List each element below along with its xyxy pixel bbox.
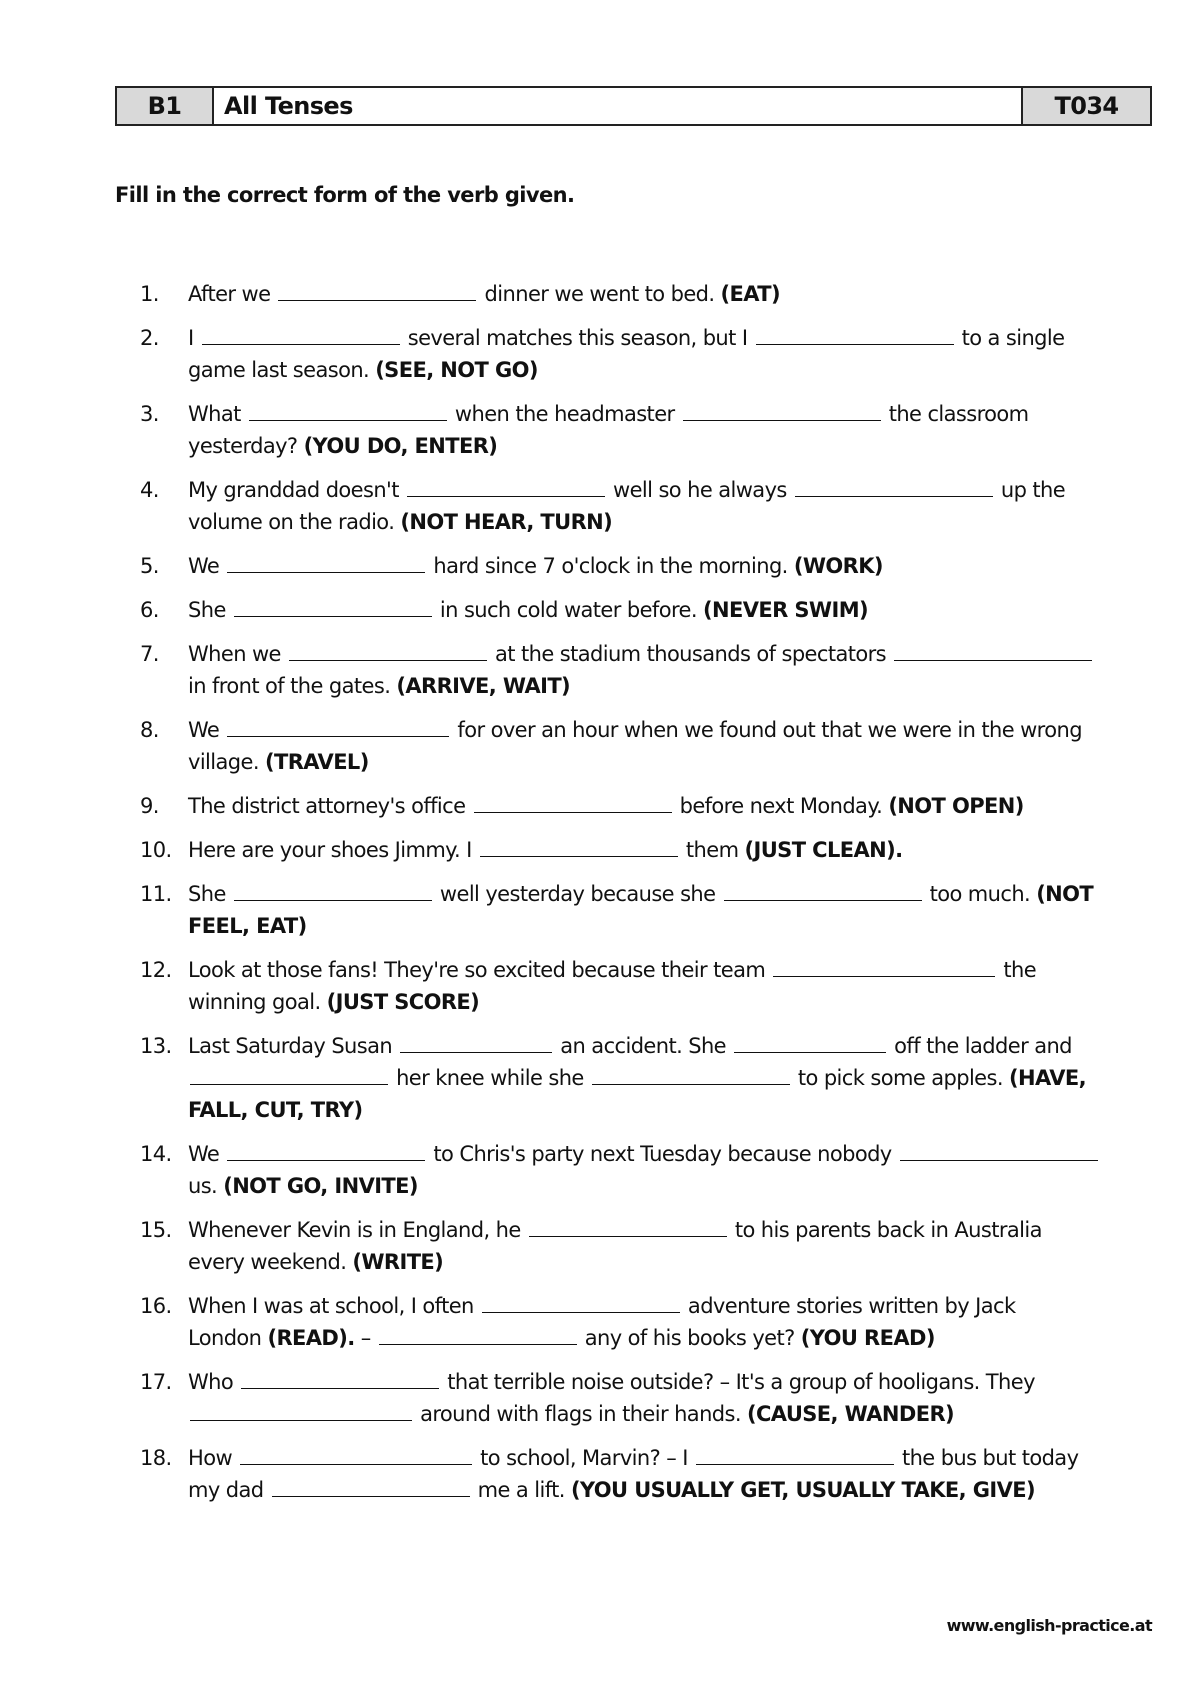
answer-blank[interactable]: [773, 954, 995, 977]
answer-blank[interactable]: [234, 594, 432, 617]
answer-blank[interactable]: [227, 550, 425, 573]
verb-hint: (JUST CLEAN).: [744, 838, 903, 862]
answer-blank[interactable]: [227, 714, 449, 737]
exercise-item: [140, 278, 1155, 310]
exercise-item: [140, 594, 1155, 626]
verb-hint: (NEVER SWIM): [703, 598, 868, 622]
verb-hint: (ARRIVE, WAIT): [396, 674, 571, 698]
verb-hint: (YOU READ): [800, 1326, 935, 1350]
answer-blank[interactable]: [900, 1138, 1098, 1161]
item-line: in front of the gates. (ARRIVE, WAIT): [188, 674, 571, 698]
item-line: [188, 1094, 1155, 1126]
exercise-item: [140, 322, 1155, 386]
item-line: After we dinner we went to bed. (EAT): [188, 278, 1155, 310]
exercise-item: [140, 1138, 1155, 1202]
answer-blank[interactable]: [683, 398, 881, 421]
item-text: [188, 594, 1155, 626]
item-number: 12.: [140, 958, 172, 982]
item-line: Look at those fans! They're so excited because their team the: [188, 954, 1155, 986]
verb-hint: (NOT HEAR, TURN): [400, 510, 613, 534]
item-line: every weekend. (WRITE): [188, 1250, 444, 1274]
item-line: volume on the radio. (NOT HEAR, TURN): [188, 510, 613, 534]
exercise-item: [140, 1366, 1155, 1430]
item-text: [188, 1442, 1155, 1506]
item-number: 17.: [140, 1370, 172, 1394]
item-line: her knee while she to pick some apples. (HAVE,: [188, 1062, 1155, 1094]
item-line: village. (TRAVEL): [188, 750, 369, 774]
verb-hint: (WRITE): [352, 1250, 444, 1274]
exercise-item: [140, 638, 1155, 702]
verb-hint: (NOT: [1036, 882, 1094, 906]
item-text: [188, 322, 1155, 386]
exercise-item: [140, 474, 1155, 538]
exercise-item: [140, 398, 1155, 462]
verb-hint: (TRAVEL): [265, 750, 369, 774]
footer-url: www.english-practice.at: [946, 1616, 1152, 1635]
item-line: We for over an hour when we found out that we were in the wrong: [188, 714, 1155, 746]
answer-blank[interactable]: [400, 1030, 552, 1053]
answer-blank[interactable]: [379, 1322, 577, 1345]
verb-hint: (SEE, NOT GO): [375, 358, 538, 382]
item-text: [188, 278, 1155, 310]
item-line: my dad me a lift. (YOU USUALLY GET, USUALLY TAKE, GIVE): [188, 1474, 1155, 1506]
exercise-item: [140, 878, 1155, 942]
exercise-item: [140, 1030, 1155, 1126]
exercise-item: [140, 550, 1155, 582]
answer-blank[interactable]: [190, 1398, 412, 1421]
item-line: What when the headmaster the classroom: [188, 398, 1155, 430]
answer-blank[interactable]: [240, 1442, 472, 1465]
item-number: 8.: [140, 718, 159, 742]
exercise-item: [140, 714, 1155, 778]
item-line: Whenever Kevin is in England, he to his parents back in Australia: [188, 1214, 1155, 1246]
item-number: 14.: [140, 1142, 172, 1166]
item-number: 4.: [140, 478, 159, 502]
answer-blank[interactable]: [529, 1214, 727, 1237]
item-text: [188, 1030, 1155, 1126]
verb-hint: (JUST SCORE): [326, 990, 480, 1014]
answer-blank[interactable]: [756, 322, 954, 345]
item-text: [188, 1290, 1155, 1354]
item-text: [188, 1214, 1155, 1278]
verb-hint: (WORK): [793, 554, 883, 578]
exercise-item: [140, 1442, 1155, 1506]
item-line: [188, 910, 1155, 942]
answer-blank[interactable]: [272, 1474, 470, 1497]
exercise-item: [140, 834, 1155, 866]
item-text: [188, 714, 1155, 778]
item-line: around with flags in their hands. (CAUSE, WANDER): [188, 1398, 1155, 1430]
item-line: She in such cold water before. (NEVER SWIM): [188, 594, 1155, 626]
worksheet-code: T034: [1023, 88, 1150, 124]
item-text: [188, 834, 1155, 866]
item-number: 16.: [140, 1294, 172, 1318]
item-number: 15.: [140, 1218, 172, 1242]
item-text: [188, 638, 1155, 702]
answer-blank[interactable]: [734, 1030, 886, 1053]
answer-blank[interactable]: [289, 638, 487, 661]
answer-blank[interactable]: [474, 790, 672, 813]
item-line: The district attorney's office before next Monday. (NOT OPEN): [188, 790, 1155, 822]
item-line: I several matches this season, but I to a single: [188, 322, 1155, 354]
exercise-item: [140, 1290, 1155, 1354]
item-text: [188, 474, 1155, 538]
item-line: We hard since 7 o'clock in the morning. (WORK): [188, 550, 1155, 582]
item-line: Who that terrible noise outside? – It's a group of hooligans. They: [188, 1366, 1155, 1398]
item-line: London (READ). – any of his books yet? (YOU READ): [188, 1322, 1155, 1354]
verb-hint: (CAUSE, WANDER): [747, 1402, 955, 1426]
answer-blank[interactable]: [894, 638, 1092, 661]
answer-blank[interactable]: [190, 1062, 388, 1085]
exercise-item: [140, 954, 1155, 1018]
item-line: us. (NOT GO, INVITE): [188, 1174, 418, 1198]
item-text: [188, 878, 1155, 942]
verb-hint: (READ).: [267, 1326, 355, 1350]
item-line: She well yesterday because she too much. (NOT: [188, 878, 1155, 910]
verb-hint: (YOU DO, ENTER): [303, 434, 498, 458]
item-number: 13.: [140, 1034, 172, 1058]
answer-blank[interactable]: [202, 322, 400, 345]
verb-hint: (NOT GO, INVITE): [223, 1174, 418, 1198]
item-number: 7.: [140, 642, 159, 666]
verb-hint: (YOU USUALLY GET, USUALLY TAKE, GIVE): [570, 1478, 1035, 1502]
item-line: Last Saturday Susan an accident. She off the ladder and: [188, 1030, 1155, 1062]
item-line: We to Chris's party next Tuesday because nobody: [188, 1138, 1155, 1170]
answer-blank[interactable]: [724, 878, 922, 901]
answer-blank[interactable]: [278, 278, 476, 301]
item-line: When we at the stadium thousands of spectators: [188, 638, 1155, 670]
item-line: My granddad doesn't well so he always up the: [188, 474, 1155, 506]
verb-hint: (HAVE,: [1009, 1066, 1086, 1090]
exercise-item: [140, 790, 1155, 822]
worksheet-header: [115, 86, 1152, 126]
item-line: game last season. (SEE, NOT GO): [188, 358, 538, 382]
answer-blank[interactable]: [227, 1138, 425, 1161]
item-number: 6.: [140, 598, 159, 622]
answer-blank[interactable]: [249, 398, 447, 421]
answer-blank[interactable]: [407, 474, 605, 497]
verb-hint: (NOT OPEN): [888, 794, 1024, 818]
answer-blank[interactable]: [482, 1290, 680, 1313]
item-text: [188, 1138, 1155, 1202]
item-line: Here are your shoes Jimmy. I them (JUST CLEAN).: [188, 834, 1155, 866]
item-line: How to school, Marvin? – I the bus but today: [188, 1442, 1155, 1474]
item-number: 5.: [140, 554, 159, 578]
verb-hint: FALL, CUT, TRY): [188, 1098, 363, 1122]
item-number: 11.: [140, 882, 172, 906]
verb-hint: (EAT): [720, 282, 781, 306]
worksheet-title: All Tenses: [214, 88, 1023, 124]
item-line: yesterday? (YOU DO, ENTER): [188, 434, 498, 458]
item-number: 3.: [140, 402, 159, 426]
item-number: 9.: [140, 794, 159, 818]
verb-hint: FEEL, EAT): [188, 914, 307, 938]
item-line: winning goal. (JUST SCORE): [188, 990, 480, 1014]
answer-blank[interactable]: [241, 1366, 439, 1389]
exercise-item: [140, 1214, 1155, 1278]
item-number: 18.: [140, 1446, 172, 1470]
instruction-text: Fill in the correct form of the verb given.: [115, 183, 575, 207]
item-line: When I was at school, I often adventure stories written by Jack: [188, 1290, 1155, 1322]
answer-blank[interactable]: [592, 1062, 790, 1085]
answer-blank[interactable]: [795, 474, 993, 497]
item-text: [188, 1366, 1155, 1430]
item-number: 1.: [140, 282, 159, 306]
level-label: B1: [117, 88, 214, 124]
item-number: 2.: [140, 326, 159, 350]
item-text: [188, 790, 1155, 822]
item-text: [188, 398, 1155, 462]
item-text: [188, 954, 1155, 1018]
answer-blank[interactable]: [234, 878, 432, 901]
exercise-list: [140, 278, 1155, 1518]
answer-blank[interactable]: [696, 1442, 894, 1465]
item-number: 10.: [140, 838, 172, 862]
answer-blank[interactable]: [480, 834, 678, 857]
item-text: [188, 550, 1155, 582]
